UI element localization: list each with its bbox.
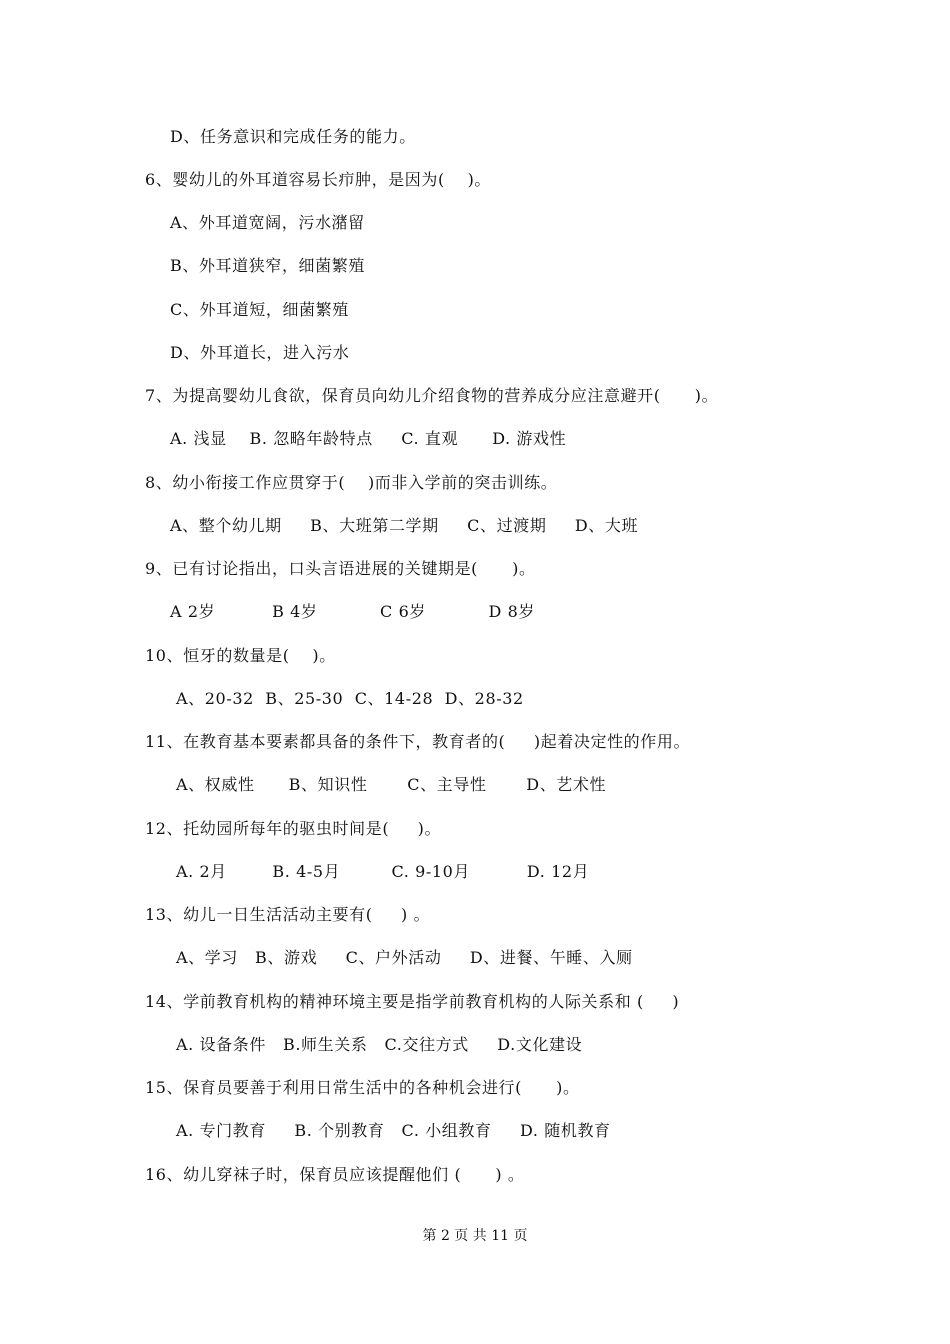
question-15: 15、保育员要善于利用日常生活中的各种机会进行( )。 bbox=[145, 1078, 580, 1097]
question-6: 6、婴幼儿的外耳道容易长疖肿，是因为( )。 bbox=[145, 170, 492, 189]
options-7: A. 浅显 B. 忽略年龄特点 C. 直观 D. 游戏性 bbox=[170, 429, 567, 448]
question-16: 16、幼儿穿袜子时，保育员应该提醒他们 ( ) 。 bbox=[145, 1165, 525, 1184]
options-11: A、权威性 B、知识性 C、主导性 D、艺术性 bbox=[176, 775, 607, 794]
question-9: 9、已有讨论指出，口头言语进展的关键期是( )。 bbox=[145, 559, 536, 578]
options-12: A. 2月 B. 4-5月 C. 9-10月 D. 12月 bbox=[176, 862, 590, 881]
page-footer: 第 2 页 共 11 页 bbox=[422, 1228, 528, 1244]
option-6a: A、外耳道宽阔，污水潴留 bbox=[170, 213, 365, 232]
option-6c: C、外耳道短，细菌繁殖 bbox=[170, 300, 349, 319]
question-10: 10、恒牙的数量是( )。 bbox=[145, 646, 336, 665]
options-8: A、整个幼儿期 B、大班第二学期 C、过渡期 D、大班 bbox=[170, 516, 639, 535]
question-12: 12、托幼园所每年的驱虫时间是( )。 bbox=[145, 819, 442, 838]
options-9: A 2岁 B 4岁 C 6岁 D 8岁 bbox=[170, 602, 535, 621]
question-8: 8、幼小衔接工作应贯穿于( )而非入学前的突击训练。 bbox=[145, 473, 558, 492]
option-6b: B、外耳道狭窄，细菌繁殖 bbox=[170, 256, 365, 275]
options-15: A. 专门教育 B. 个别教育 C. 小组教育 D. 随机教育 bbox=[176, 1121, 611, 1140]
option-5d: D、任务意识和完成任务的能力。 bbox=[170, 127, 416, 146]
options-10: A、20-32 B、25-30 C、14-28 D、28-32 bbox=[176, 689, 524, 708]
question-14: 14、学前教育机构的精神环境主要是指学前教育机构的人际关系和 ( ) bbox=[145, 992, 680, 1011]
question-7: 7、为提高婴幼儿食欲，保育员向幼儿介绍食物的营养成分应注意避开( )。 bbox=[145, 386, 719, 405]
option-6d: D、外耳道长，进入污水 bbox=[170, 343, 350, 362]
options-13: A、学习 B、游戏 C、户外活动 D、进餐、午睡、入厕 bbox=[176, 948, 633, 967]
question-11: 11、在教育基本要素都具备的条件下，教育者的( )起着决定性的作用。 bbox=[145, 732, 691, 751]
options-14: A. 设备条件 B.师生关系 C.交往方式 D.文化建设 bbox=[176, 1035, 583, 1054]
question-13: 13、幼儿一日生活活动主要有( ) 。 bbox=[145, 905, 431, 924]
